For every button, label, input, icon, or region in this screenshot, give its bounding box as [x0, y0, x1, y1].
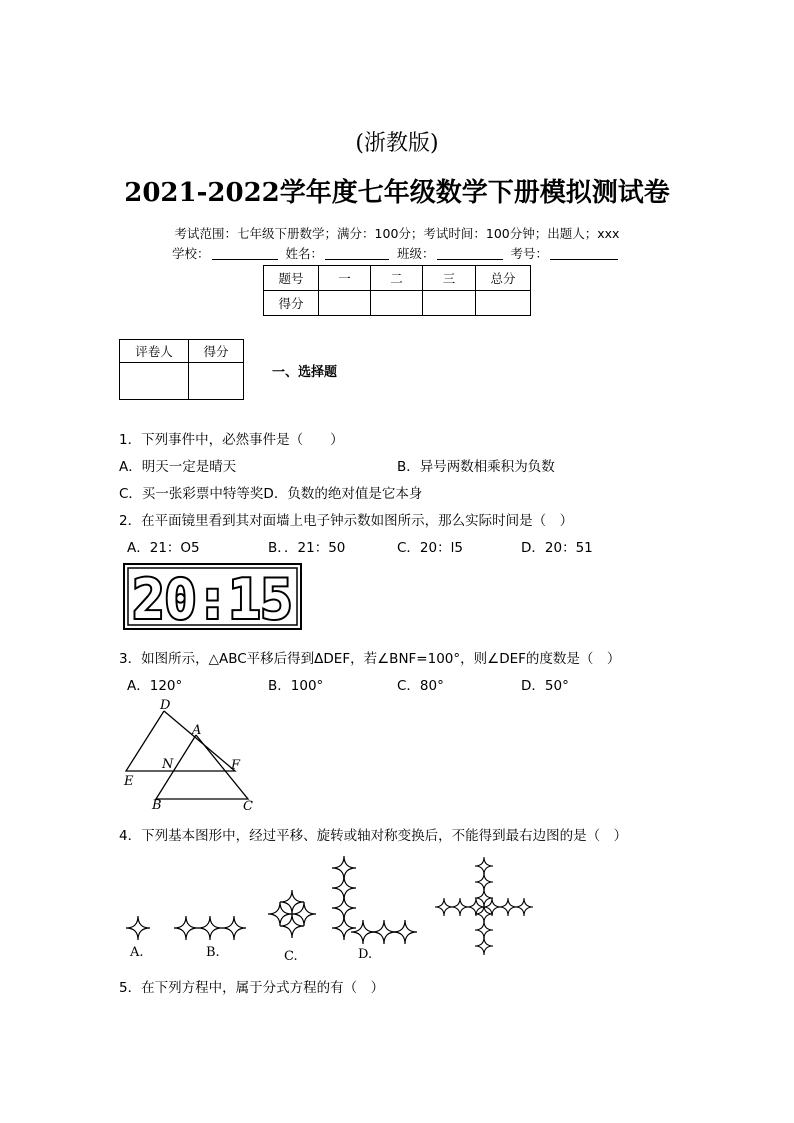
- label-a: A: [192, 723, 202, 738]
- option-d-figure: [332, 856, 417, 944]
- name-label: 姓名：: [285, 246, 323, 261]
- number-blank[interactable]: [550, 247, 618, 260]
- score-table: [263, 265, 531, 316]
- edition-label: (浙教版): [355, 131, 439, 156]
- option-a-figure: [126, 916, 150, 940]
- school-blank[interactable]: [212, 247, 278, 260]
- score-cell[interactable]: [476, 291, 531, 316]
- q2-option-b: B．．21：50: [268, 540, 346, 556]
- score-cell[interactable]: [423, 291, 476, 316]
- class-label: 班级：: [396, 246, 435, 261]
- q2-stem: 2．在平面镜里看到其对面墙上电子钟示数如图所示，那么实际时间是（ ）: [119, 513, 574, 529]
- option-a-label: A.: [130, 945, 144, 960]
- grader-cell[interactable]: [120, 363, 189, 400]
- clock-digits: 20:15: [132, 568, 293, 630]
- score-cell[interactable]: [319, 291, 371, 316]
- option-c-label: C.: [284, 949, 298, 964]
- q5-stem: 5．在下列方程中，属于分式方程的有（ ）: [119, 980, 385, 996]
- score-table-score-row: [264, 291, 531, 316]
- triangle-translation-figure: [118, 697, 268, 815]
- grader-header-cell: 得分: [189, 340, 244, 363]
- label-f: F: [231, 758, 241, 773]
- q1-option-a: A．明天一定是晴天: [119, 459, 237, 475]
- school-label: 学校：: [171, 246, 210, 261]
- digital-clock-figure: [123, 563, 302, 630]
- q3-option-c: C．80°: [397, 678, 444, 694]
- q3-option-a: A．120°: [127, 678, 183, 694]
- option-c-figure: [268, 890, 316, 938]
- q2-option-a: A．21：O5: [127, 540, 200, 556]
- score-header-cell: 二: [371, 266, 423, 291]
- score-header-cell: 题号: [264, 266, 319, 291]
- grader-cell[interactable]: [189, 363, 244, 400]
- score-table-header-row: [264, 266, 531, 291]
- option-b-label: B.: [206, 945, 220, 960]
- label-c: C: [243, 799, 253, 814]
- score-header-cell: 三: [423, 266, 476, 291]
- class-blank[interactable]: [437, 247, 503, 260]
- q1-stem: 1．下列事件中，必然事件是（ ）: [119, 432, 344, 448]
- grader-header-cell: 评卷人: [120, 340, 189, 363]
- name-blank[interactable]: [325, 247, 389, 260]
- q2-option-c: C．20：l5: [397, 540, 463, 556]
- option-b-figure: [174, 916, 246, 940]
- star-pattern-figure: [118, 852, 558, 964]
- q3-stem: 3．如图所示，△ABC平移后得到ΔDEF，若∠BNF=100°，则∠DEF的度数是（ ）: [119, 651, 621, 667]
- exam-info: 考试范围：七年级下册数学；满分：100分；考试时间：100分钟；出题人；xxx: [174, 226, 620, 241]
- exam-title: 2021-2022学年度七年级数学下册模拟测试卷: [124, 178, 670, 208]
- score-header-cell: 一: [319, 266, 371, 291]
- q3-option-d: D．50°: [521, 678, 569, 694]
- score-row-label: 得分: [264, 291, 319, 316]
- q4-stem: 4．下列基本图形中，经过平移、旋转或轴对称变换后，不能得到最右边图的是（ ）: [119, 828, 628, 844]
- q3-option-b: B．100°: [268, 678, 324, 694]
- score-cell[interactable]: [371, 291, 423, 316]
- label-e: E: [124, 774, 134, 789]
- number-label: 考号：: [510, 246, 548, 261]
- q1-option-b: B．异号两数相乘积为负数: [397, 459, 555, 475]
- target-cross-figure: [435, 857, 533, 955]
- q1-option-cd: C．买一张彩票中特等奖D．负数的绝对值是它本身: [119, 486, 423, 502]
- label-n: N: [162, 757, 174, 772]
- score-header-cell: 总分: [476, 266, 531, 291]
- label-b: B: [152, 798, 162, 813]
- student-fields: [0, 244, 794, 262]
- option-d-label: D.: [358, 947, 373, 962]
- grader-table: [119, 339, 244, 400]
- q2-option-d: D．20：51: [521, 540, 593, 556]
- label-d: D: [160, 698, 171, 713]
- section-heading: 一、选择题: [272, 365, 338, 380]
